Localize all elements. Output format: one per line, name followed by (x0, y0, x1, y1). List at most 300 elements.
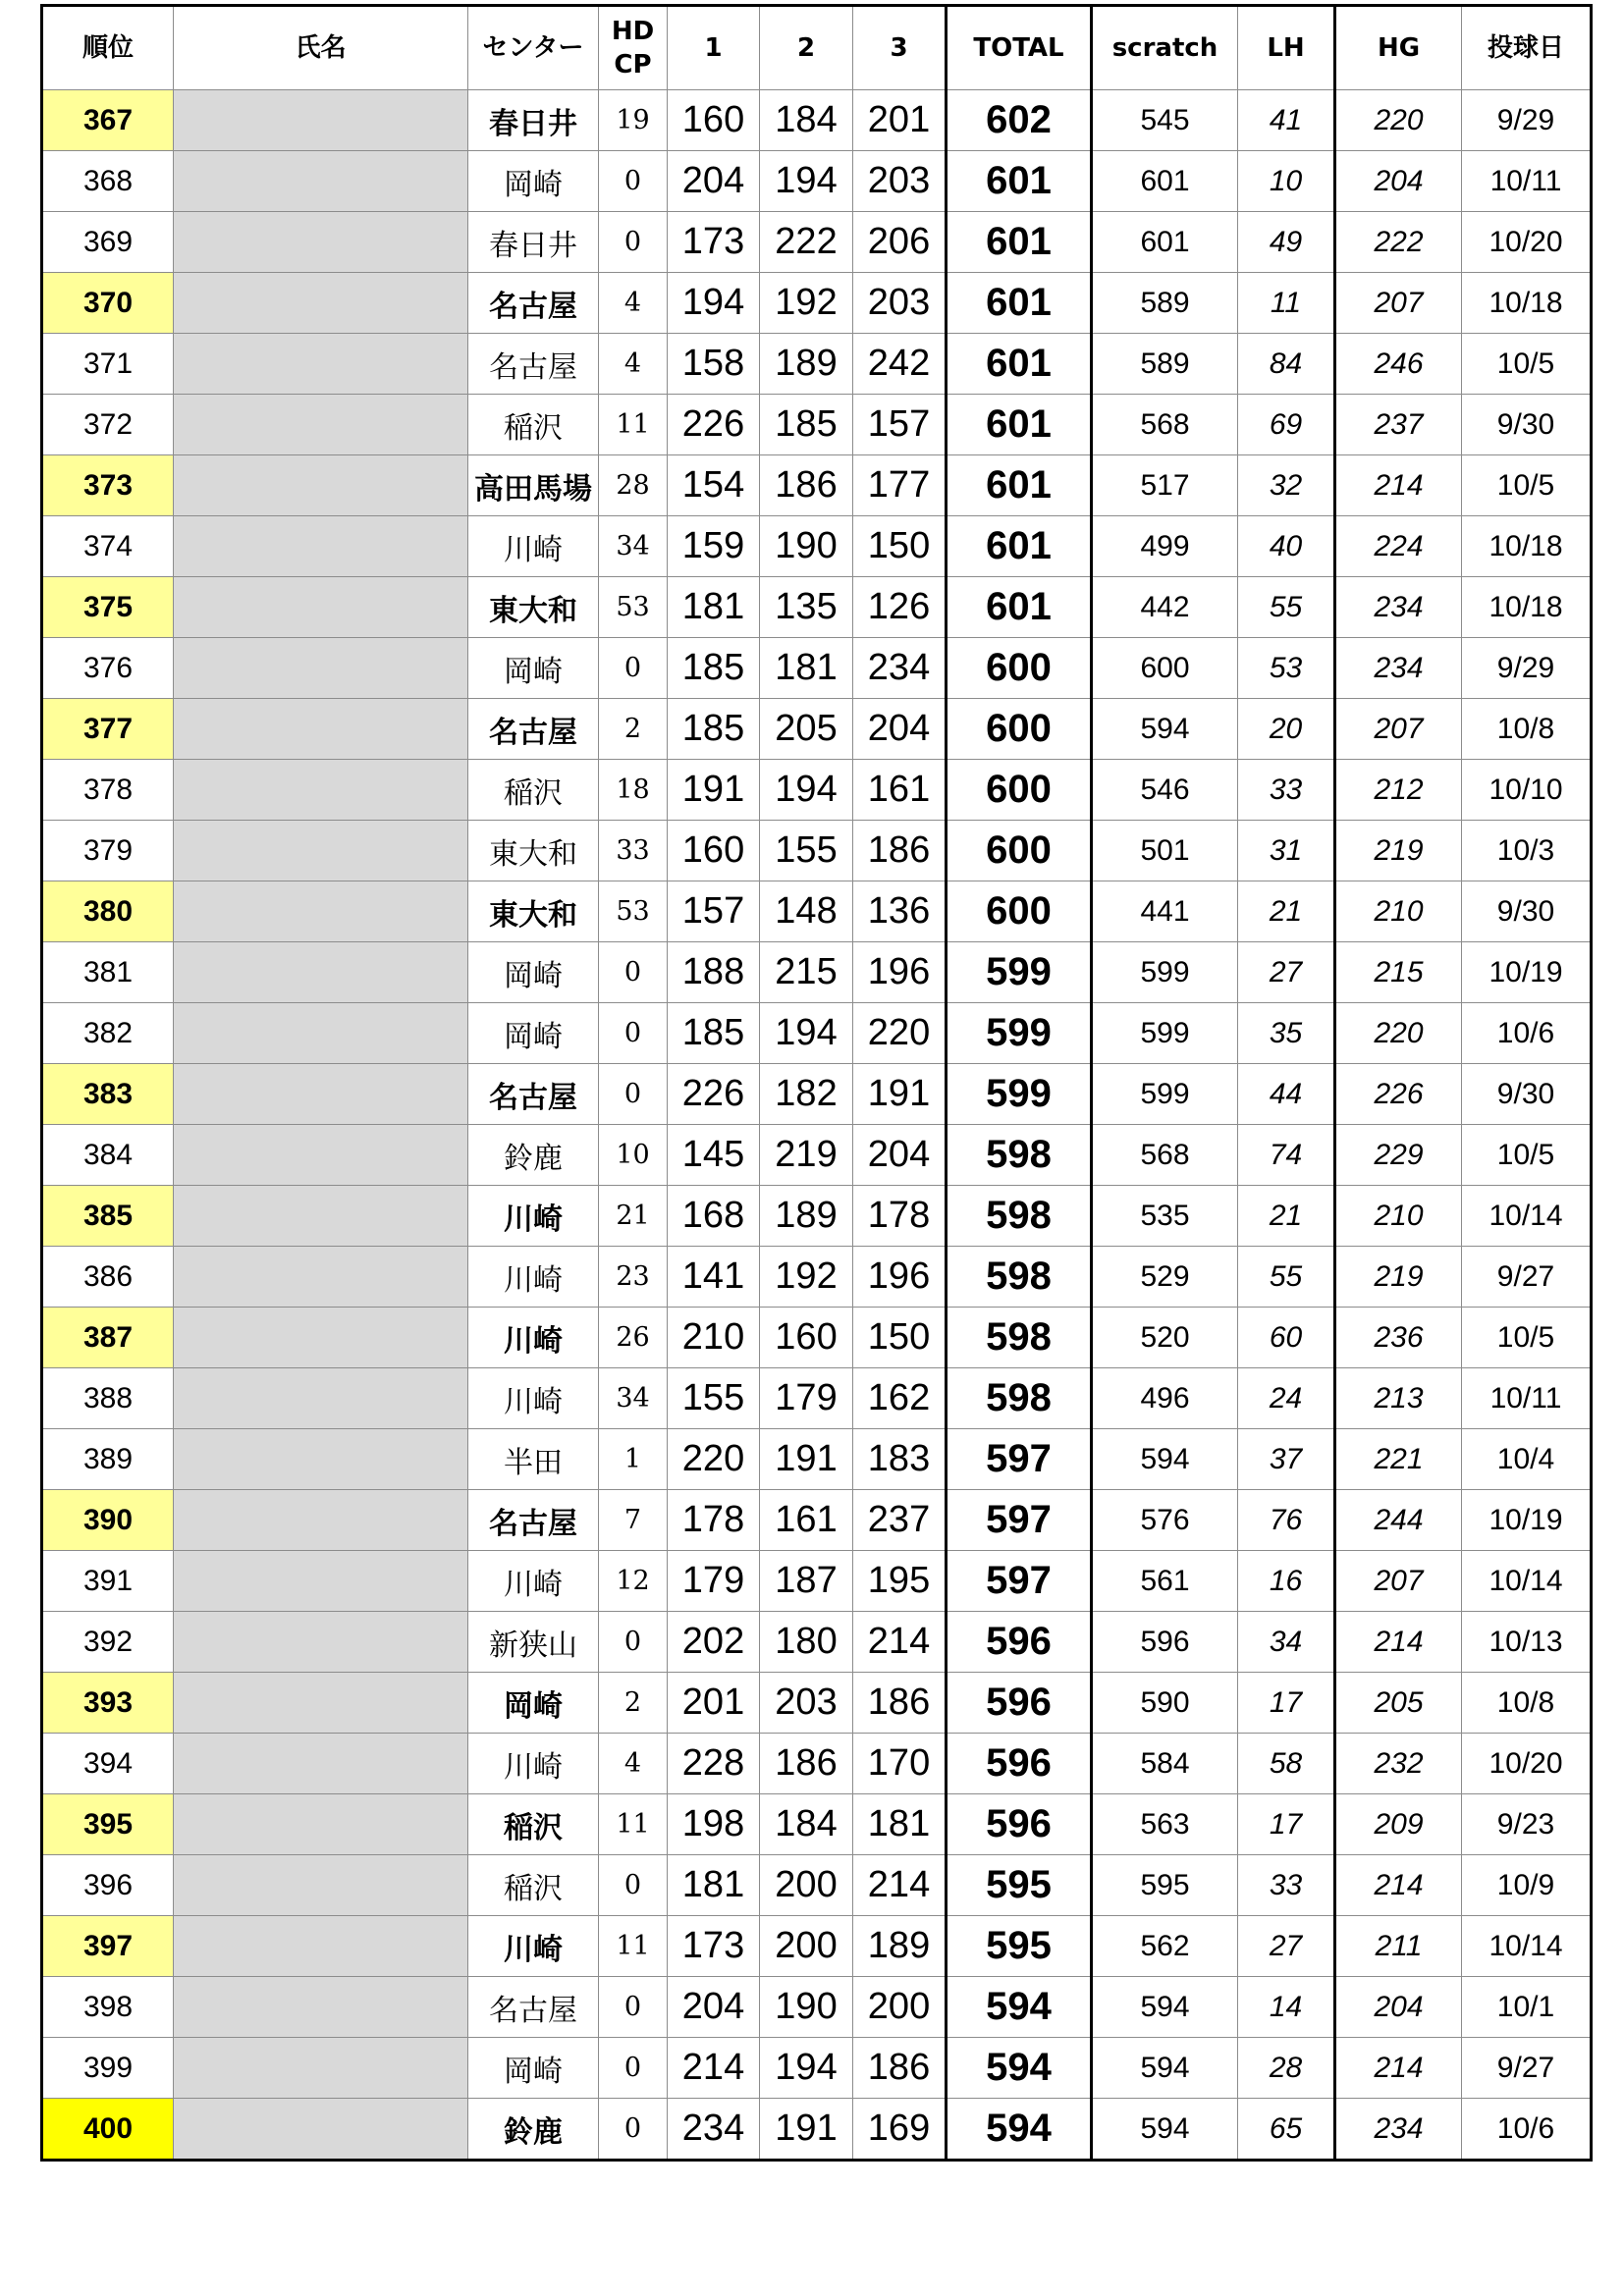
date-cell: 10/11 (1462, 1368, 1592, 1429)
header-hg: HG (1335, 6, 1462, 90)
table-row (42, 516, 1592, 577)
game1-cell: 173 (668, 1916, 760, 1977)
scratch-cell: 562 (1092, 1916, 1238, 1977)
table-row (42, 821, 1592, 881)
game1-cell: 220 (668, 1429, 760, 1490)
scratch-cell: 501 (1092, 821, 1238, 881)
hdcp-cell: 33 (599, 821, 668, 881)
game3-cell: 196 (853, 942, 947, 1003)
hg-cell: 214 (1335, 1612, 1462, 1673)
hdcp-cell: 2 (599, 699, 668, 760)
game2-cell: 186 (760, 455, 853, 516)
hg-cell: 236 (1335, 1308, 1462, 1368)
rank-cell: 391 (42, 1551, 174, 1612)
date-cell: 10/5 (1462, 455, 1592, 516)
scratch-cell: 599 (1092, 1003, 1238, 1064)
game1-cell: 194 (668, 273, 760, 334)
scratch-cell: 594 (1092, 699, 1238, 760)
game3-cell: 214 (853, 1855, 947, 1916)
date-cell: 10/5 (1462, 1125, 1592, 1186)
game2-cell: 194 (760, 760, 853, 821)
scratch-cell: 496 (1092, 1368, 1238, 1429)
scratch-cell: 568 (1092, 395, 1238, 455)
date-cell: 10/5 (1462, 1308, 1592, 1368)
lh-cell: 40 (1238, 516, 1335, 577)
game3-cell: 150 (853, 516, 947, 577)
game2-cell: 219 (760, 1125, 853, 1186)
name-cell (174, 1734, 468, 1794)
center-cell: 川崎 (468, 1368, 599, 1429)
game2-cell: 215 (760, 942, 853, 1003)
hdcp-cell: 53 (599, 881, 668, 942)
rank-cell: 397 (42, 1916, 174, 1977)
lh-cell: 24 (1238, 1368, 1335, 1429)
total-cell: 601 (947, 151, 1092, 212)
hg-cell: 229 (1335, 1125, 1462, 1186)
hg-cell: 204 (1335, 151, 1462, 212)
scratch-cell: 596 (1092, 1612, 1238, 1673)
game2-cell: 180 (760, 1612, 853, 1673)
rank-cell: 392 (42, 1612, 174, 1673)
center-cell: 川崎 (468, 1247, 599, 1308)
name-cell (174, 699, 468, 760)
hdcp-cell: 19 (599, 90, 668, 151)
hg-cell: 205 (1335, 1673, 1462, 1734)
date-cell: 9/30 (1462, 1064, 1592, 1125)
name-cell (174, 1186, 468, 1247)
total-cell: 598 (947, 1308, 1092, 1368)
hg-cell: 219 (1335, 1247, 1462, 1308)
name-cell (174, 760, 468, 821)
scratch-cell: 545 (1092, 90, 1238, 151)
game1-cell: 160 (668, 821, 760, 881)
date-cell: 10/20 (1462, 212, 1592, 273)
name-cell (174, 821, 468, 881)
total-cell: 598 (947, 1125, 1092, 1186)
total-cell: 600 (947, 760, 1092, 821)
total-cell: 597 (947, 1551, 1092, 1612)
total-cell: 600 (947, 881, 1092, 942)
name-cell (174, 90, 468, 151)
game2-cell: 181 (760, 638, 853, 699)
hg-cell: 210 (1335, 881, 1462, 942)
game3-cell: 242 (853, 334, 947, 395)
game1-cell: 155 (668, 1368, 760, 1429)
scratch-cell: 561 (1092, 1551, 1238, 1612)
name-cell (174, 1429, 468, 1490)
table-row (42, 577, 1592, 638)
date-cell: 10/18 (1462, 516, 1592, 577)
center-cell: 鈴鹿 (468, 2099, 599, 2161)
date-cell: 9/30 (1462, 395, 1592, 455)
hg-cell: 211 (1335, 1916, 1462, 1977)
name-cell (174, 1308, 468, 1368)
hdcp-cell: 21 (599, 1186, 668, 1247)
name-cell (174, 1551, 468, 1612)
game1-cell: 185 (668, 638, 760, 699)
name-cell (174, 1247, 468, 1308)
game3-cell: 204 (853, 699, 947, 760)
scratch-cell: 568 (1092, 1125, 1238, 1186)
game2-cell: 148 (760, 881, 853, 942)
table-row (42, 1734, 1592, 1794)
hdcp-cell: 4 (599, 1734, 668, 1794)
scratch-cell: 442 (1092, 577, 1238, 638)
game1-cell: 141 (668, 1247, 760, 1308)
game3-cell: 181 (853, 1794, 947, 1855)
table-row (42, 638, 1592, 699)
date-cell: 10/5 (1462, 334, 1592, 395)
lh-cell: 32 (1238, 455, 1335, 516)
game3-cell: 126 (853, 577, 947, 638)
hdcp-cell: 12 (599, 1551, 668, 1612)
scratch-cell: 520 (1092, 1308, 1238, 1368)
table-row (42, 395, 1592, 455)
hg-cell: 226 (1335, 1064, 1462, 1125)
hdcp-cell: 53 (599, 577, 668, 638)
scratch-cell: 589 (1092, 273, 1238, 334)
game2-cell: 194 (760, 1003, 853, 1064)
game1-cell: 181 (668, 577, 760, 638)
date-cell: 9/29 (1462, 90, 1592, 151)
rank-cell: 389 (42, 1429, 174, 1490)
scratch-cell: 517 (1092, 455, 1238, 516)
game3-cell: 234 (853, 638, 947, 699)
table-row (42, 212, 1592, 273)
lh-cell: 34 (1238, 1612, 1335, 1673)
table-row (42, 1429, 1592, 1490)
table-row (42, 2038, 1592, 2099)
date-cell: 10/19 (1462, 942, 1592, 1003)
hdcp-cell: 0 (599, 942, 668, 1003)
header-row (42, 6, 1592, 90)
date-cell: 10/9 (1462, 1855, 1592, 1916)
scratch-cell: 535 (1092, 1186, 1238, 1247)
rank-cell: 388 (42, 1368, 174, 1429)
hdcp-cell: 0 (599, 1977, 668, 2038)
table-row (42, 1794, 1592, 1855)
scratch-cell: 594 (1092, 2099, 1238, 2161)
scratch-cell: 563 (1092, 1794, 1238, 1855)
center-cell: 新狭山 (468, 1612, 599, 1673)
ranking-table (40, 4, 1593, 2162)
name-cell (174, 1368, 468, 1429)
center-cell: 鈴鹿 (468, 1125, 599, 1186)
center-cell: 岡崎 (468, 2038, 599, 2099)
date-cell: 9/27 (1462, 1247, 1592, 1308)
header-total: TOTAL (947, 6, 1092, 90)
game3-cell: 214 (853, 1612, 947, 1673)
hg-cell: 213 (1335, 1368, 1462, 1429)
table-row (42, 881, 1592, 942)
total-cell: 599 (947, 1003, 1092, 1064)
date-cell: 10/19 (1462, 1490, 1592, 1551)
scratch-cell: 595 (1092, 1855, 1238, 1916)
name-cell (174, 1855, 468, 1916)
center-cell: 稲沢 (468, 1794, 599, 1855)
hg-cell: 232 (1335, 1734, 1462, 1794)
center-cell: 高田馬場 (468, 455, 599, 516)
center-cell: 川崎 (468, 516, 599, 577)
total-cell: 601 (947, 273, 1092, 334)
table-row (42, 1308, 1592, 1368)
hg-cell: 234 (1335, 577, 1462, 638)
table-row (42, 1490, 1592, 1551)
hdcp-cell: 0 (599, 1855, 668, 1916)
game1-cell: 154 (668, 455, 760, 516)
scratch-cell: 601 (1092, 212, 1238, 273)
hg-cell: 220 (1335, 1003, 1462, 1064)
game2-cell: 192 (760, 273, 853, 334)
center-cell: 稲沢 (468, 395, 599, 455)
hdcp-cell: 10 (599, 1125, 668, 1186)
total-cell: 600 (947, 638, 1092, 699)
lh-cell: 21 (1238, 1186, 1335, 1247)
game1-cell: 178 (668, 1490, 760, 1551)
center-cell: 名古屋 (468, 699, 599, 760)
lh-cell: 17 (1238, 1794, 1335, 1855)
hdcp-cell: 26 (599, 1308, 668, 1368)
rank-cell: 399 (42, 2038, 174, 2099)
name-cell (174, 942, 468, 1003)
total-cell: 601 (947, 212, 1092, 273)
hdcp-cell: 4 (599, 273, 668, 334)
lh-cell: 33 (1238, 760, 1335, 821)
header-game1: 1 (668, 6, 760, 90)
total-cell: 596 (947, 1794, 1092, 1855)
hg-cell: 224 (1335, 516, 1462, 577)
lh-cell: 69 (1238, 395, 1335, 455)
name-cell (174, 395, 468, 455)
table-row (42, 90, 1592, 151)
center-cell: 川崎 (468, 1186, 599, 1247)
rank-cell: 382 (42, 1003, 174, 1064)
rank-cell: 383 (42, 1064, 174, 1125)
hg-cell: 214 (1335, 455, 1462, 516)
rank-cell: 384 (42, 1125, 174, 1186)
scratch-cell: 594 (1092, 1429, 1238, 1490)
lh-cell: 27 (1238, 1916, 1335, 1977)
date-cell: 10/18 (1462, 273, 1592, 334)
total-cell: 594 (947, 2038, 1092, 2099)
name-cell (174, 1003, 468, 1064)
rank-cell: 375 (42, 577, 174, 638)
game2-cell: 191 (760, 1429, 853, 1490)
center-cell: 川崎 (468, 1916, 599, 1977)
center-cell: 春日井 (468, 90, 599, 151)
hg-cell: 207 (1335, 1551, 1462, 1612)
hg-cell: 234 (1335, 2099, 1462, 2161)
game1-cell: 198 (668, 1794, 760, 1855)
date-cell: 9/29 (1462, 638, 1592, 699)
total-cell: 599 (947, 942, 1092, 1003)
total-cell: 594 (947, 1977, 1092, 2038)
game2-cell: 222 (760, 212, 853, 273)
game3-cell: 196 (853, 1247, 947, 1308)
date-cell: 10/13 (1462, 1612, 1592, 1673)
name-cell (174, 1916, 468, 1977)
game2-cell: 185 (760, 395, 853, 455)
table-row (42, 699, 1592, 760)
game1-cell: 185 (668, 699, 760, 760)
hg-cell: 246 (1335, 334, 1462, 395)
table-row (42, 1673, 1592, 1734)
name-cell (174, 212, 468, 273)
total-cell: 598 (947, 1368, 1092, 1429)
date-cell: 10/6 (1462, 1003, 1592, 1064)
lh-cell: 33 (1238, 1855, 1335, 1916)
date-cell: 9/27 (1462, 2038, 1592, 2099)
game2-cell: 179 (760, 1368, 853, 1429)
game2-cell: 189 (760, 1186, 853, 1247)
lh-cell: 49 (1238, 212, 1335, 273)
lh-cell: 31 (1238, 821, 1335, 881)
hg-cell: 204 (1335, 1977, 1462, 2038)
game1-cell: 201 (668, 1673, 760, 1734)
hdcp-cell: 0 (599, 638, 668, 699)
center-cell: 岡崎 (468, 151, 599, 212)
scratch-cell: 594 (1092, 2038, 1238, 2099)
game3-cell: 170 (853, 1734, 947, 1794)
game3-cell: 157 (853, 395, 947, 455)
center-cell: 岡崎 (468, 1003, 599, 1064)
lh-cell: 58 (1238, 1734, 1335, 1794)
center-cell: 東大和 (468, 577, 599, 638)
game3-cell: 220 (853, 1003, 947, 1064)
date-cell: 10/14 (1462, 1186, 1592, 1247)
game2-cell: 182 (760, 1064, 853, 1125)
scratch-cell: 589 (1092, 334, 1238, 395)
table-row (42, 1551, 1592, 1612)
game2-cell: 200 (760, 1916, 853, 1977)
game1-cell: 202 (668, 1612, 760, 1673)
date-cell: 9/30 (1462, 881, 1592, 942)
header-lh: LH (1238, 6, 1335, 90)
game3-cell: 203 (853, 151, 947, 212)
hg-cell: 214 (1335, 1855, 1462, 1916)
ranking-rows (42, 90, 1592, 2161)
game2-cell: 155 (760, 821, 853, 881)
game3-cell: 189 (853, 1916, 947, 1977)
header-hdcp-line1: HD (611, 17, 655, 46)
total-cell: 601 (947, 334, 1092, 395)
lh-cell: 74 (1238, 1125, 1335, 1186)
hg-cell: 220 (1335, 90, 1462, 151)
name-cell (174, 516, 468, 577)
game2-cell: 187 (760, 1551, 853, 1612)
hdcp-cell: 0 (599, 212, 668, 273)
table-row (42, 455, 1592, 516)
scratch-cell: 441 (1092, 881, 1238, 942)
total-cell: 594 (947, 2099, 1092, 2161)
hdcp-cell: 7 (599, 1490, 668, 1551)
center-cell: 稲沢 (468, 1855, 599, 1916)
total-cell: 599 (947, 1064, 1092, 1125)
center-cell: 名古屋 (468, 1977, 599, 2038)
rank-cell: 368 (42, 151, 174, 212)
game1-cell: 234 (668, 2099, 760, 2161)
center-cell: 名古屋 (468, 273, 599, 334)
total-cell: 601 (947, 395, 1092, 455)
game1-cell: 160 (668, 90, 760, 151)
center-cell: 東大和 (468, 821, 599, 881)
game3-cell: 191 (853, 1064, 947, 1125)
date-cell: 10/20 (1462, 1734, 1592, 1794)
game3-cell: 237 (853, 1490, 947, 1551)
hg-cell: 214 (1335, 2038, 1462, 2099)
rank-cell: 372 (42, 395, 174, 455)
total-cell: 602 (947, 90, 1092, 151)
hdcp-cell: 34 (599, 1368, 668, 1429)
hg-cell: 237 (1335, 395, 1462, 455)
scratch-cell: 599 (1092, 1064, 1238, 1125)
hdcp-cell: 4 (599, 334, 668, 395)
date-cell: 10/14 (1462, 1551, 1592, 1612)
header-hdcp-line2: CP (614, 50, 652, 80)
table-row (42, 1003, 1592, 1064)
lh-cell: 76 (1238, 1490, 1335, 1551)
hdcp-cell: 0 (599, 1612, 668, 1673)
scratch-cell: 600 (1092, 638, 1238, 699)
rank-cell: 385 (42, 1186, 174, 1247)
game3-cell: 136 (853, 881, 947, 942)
rank-cell: 374 (42, 516, 174, 577)
rank-cell: 386 (42, 1247, 174, 1308)
total-cell: 601 (947, 577, 1092, 638)
game2-cell: 191 (760, 2099, 853, 2161)
scratch-cell: 584 (1092, 1734, 1238, 1794)
rank-cell: 376 (42, 638, 174, 699)
header-hdcp (599, 6, 668, 90)
game3-cell: 195 (853, 1551, 947, 1612)
total-cell: 596 (947, 1734, 1092, 1794)
scratch-cell: 594 (1092, 1977, 1238, 2038)
center-cell: 稲沢 (468, 760, 599, 821)
center-cell: 岡崎 (468, 638, 599, 699)
name-cell (174, 1490, 468, 1551)
game1-cell: 204 (668, 1977, 760, 2038)
game1-cell: 145 (668, 1125, 760, 1186)
game2-cell: 189 (760, 334, 853, 395)
date-cell: 10/10 (1462, 760, 1592, 821)
scratch-cell: 529 (1092, 1247, 1238, 1308)
rank-cell: 370 (42, 273, 174, 334)
lh-cell: 41 (1238, 90, 1335, 151)
scratch-cell: 576 (1092, 1490, 1238, 1551)
total-cell: 601 (947, 455, 1092, 516)
name-cell (174, 1125, 468, 1186)
game1-cell: 226 (668, 1064, 760, 1125)
lh-cell: 35 (1238, 1003, 1335, 1064)
hg-cell: 221 (1335, 1429, 1462, 1490)
table-row (42, 1916, 1592, 1977)
total-cell: 596 (947, 1673, 1092, 1734)
total-cell: 601 (947, 516, 1092, 577)
lh-cell: 55 (1238, 577, 1335, 638)
hdcp-cell: 1 (599, 1429, 668, 1490)
lh-cell: 55 (1238, 1247, 1335, 1308)
game3-cell: 201 (853, 90, 947, 151)
hdcp-cell: 34 (599, 516, 668, 577)
header-rank: 順位 (42, 6, 174, 90)
hdcp-cell: 0 (599, 2099, 668, 2161)
hg-cell: 212 (1335, 760, 1462, 821)
center-cell: 春日井 (468, 212, 599, 273)
total-cell: 595 (947, 1916, 1092, 1977)
total-cell: 597 (947, 1429, 1092, 1490)
rank-cell: 367 (42, 90, 174, 151)
total-cell: 595 (947, 1855, 1092, 1916)
